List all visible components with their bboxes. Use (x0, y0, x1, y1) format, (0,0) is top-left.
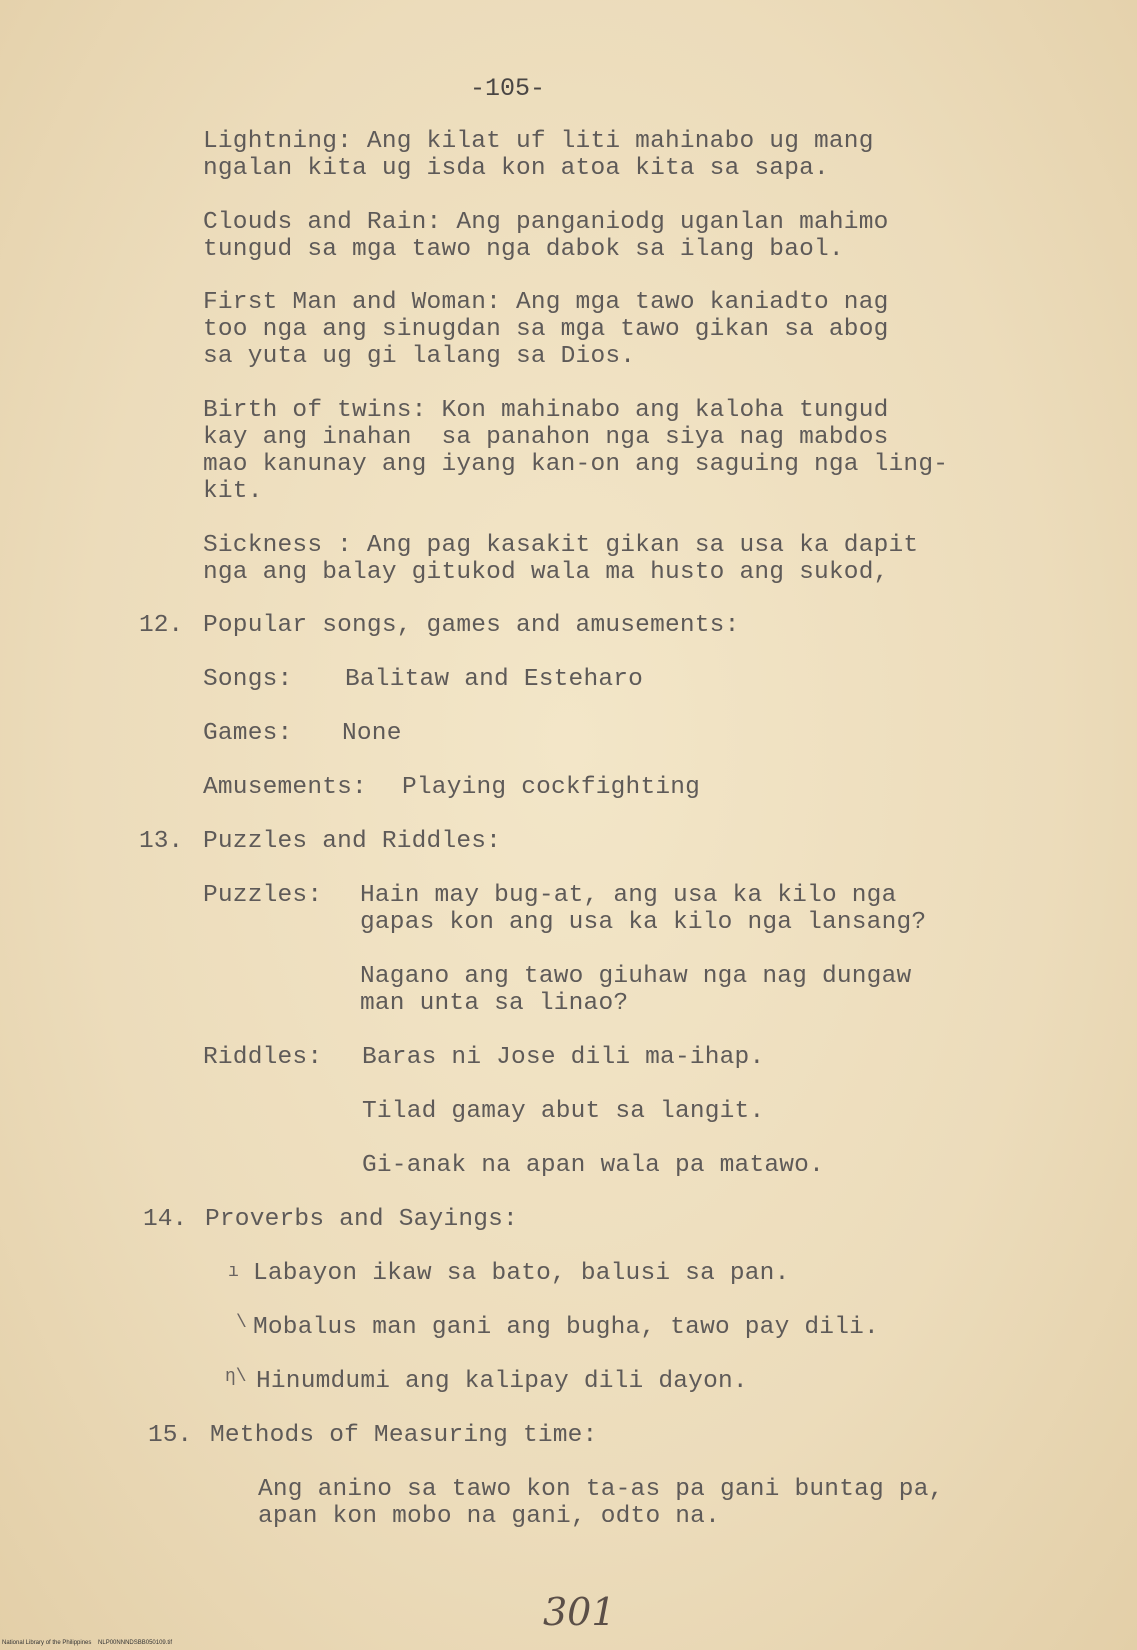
section-15-number: 15. (148, 1422, 193, 1449)
page-number: -105- (470, 74, 546, 103)
lightning-line-2: ngalan kita ug isda kon atoa kita sa sapa. (203, 155, 829, 182)
handwritten-mark-1: ı (228, 1262, 239, 1282)
first-man-line-2: too nga ang sinugdan sa mga tawo gikan sa abog (203, 316, 889, 343)
section-12-heading: Popular songs, games and amusements: (203, 612, 740, 639)
section-14-number: 14. (143, 1206, 188, 1233)
time-line-1: Ang anino sa tawo kon ta-as pa gani buntag pa, (258, 1476, 944, 1503)
handwritten-mark-2: \ (236, 1313, 247, 1333)
section-12-number: 12. (139, 612, 184, 639)
songs-label: Songs: (203, 666, 293, 693)
handwritten-page-number: 301 (543, 1590, 616, 1634)
songs-value: Balitaw and Esteharo (345, 666, 644, 693)
amusements-label: Amusements: (203, 774, 367, 801)
sickness-line-1: Sickness : Ang pag kasakit gikan sa usa ka dapit (203, 532, 919, 559)
lightning-line-1: Lightning: Ang kilat uf liti mahinabo ug mang (203, 128, 874, 155)
footer-caption: National Library of the Philippines NLP00NNNDSBB050109.tif (2, 1640, 173, 1646)
twins-line-4: kit. (203, 478, 263, 505)
proverb-1: Labayon ikaw sa bato, balusi sa pan. (253, 1260, 790, 1287)
puzzle-1-line-2: gapas kon ang usa ka kilo nga lansang? (360, 909, 927, 936)
riddle-1: Baras ni Jose dili ma-ihap. (362, 1044, 765, 1071)
amusements-value: Playing cockfighting (402, 774, 701, 801)
twins-line-3: mao kanunay ang iyang kan-on ang saguing nga ling- (203, 451, 949, 478)
section-13-heading: Puzzles and Riddles: (203, 828, 502, 855)
proverb-2: Mobalus man gani ang bugha, tawo pay dili. (253, 1314, 879, 1341)
first-man-line-1: First Man and Woman: Ang mga tawo kaniadto nag (203, 289, 889, 316)
time-line-2: apan kon mobo na gani, odto na. (258, 1503, 720, 1530)
twins-line-1: Birth of twins: Kon mahinabo ang kaloha tungud (203, 397, 889, 424)
twins-line-2: kay ang inahan sa panahon nga siya nag mabdos (203, 424, 889, 451)
riddle-2: Tilad gamay abut sa langit. (362, 1098, 765, 1125)
proverb-3: Hinumdumi ang kalipay dili dayon. (256, 1368, 748, 1395)
first-man-line-3: sa yuta ug gi lalang sa Dios. (203, 343, 636, 370)
section-13-number: 13. (139, 828, 184, 855)
handwritten-mark-3: η\ (225, 1367, 247, 1387)
section-14-heading: Proverbs and Sayings: (205, 1206, 518, 1233)
games-value: None (342, 720, 402, 747)
games-label: Games: (203, 720, 293, 747)
puzzle-1-line-1: Hain may bug-at, ang usa ka kilo nga (360, 882, 897, 909)
puzzle-2-line-2: man unta sa linao? (360, 990, 629, 1017)
clouds-line-2: tungud sa mga tawo nga dabok sa ilang baol. (203, 236, 844, 263)
riddle-3: Gi-anak na apan wala pa matawo. (362, 1152, 824, 1179)
clouds-line-1: Clouds and Rain: Ang panganiodg uganlan mahimo (203, 209, 889, 236)
sickness-line-2: nga ang balay gitukod wala ma husto ang sukod, (203, 559, 889, 586)
puzzles-label: Puzzles: (203, 882, 323, 909)
riddles-label: Riddles: (203, 1044, 323, 1071)
puzzle-2-line-1: Nagano ang tawo giuhaw nga nag dungaw (360, 963, 912, 990)
section-15-heading: Methods of Measuring time: (210, 1422, 598, 1449)
